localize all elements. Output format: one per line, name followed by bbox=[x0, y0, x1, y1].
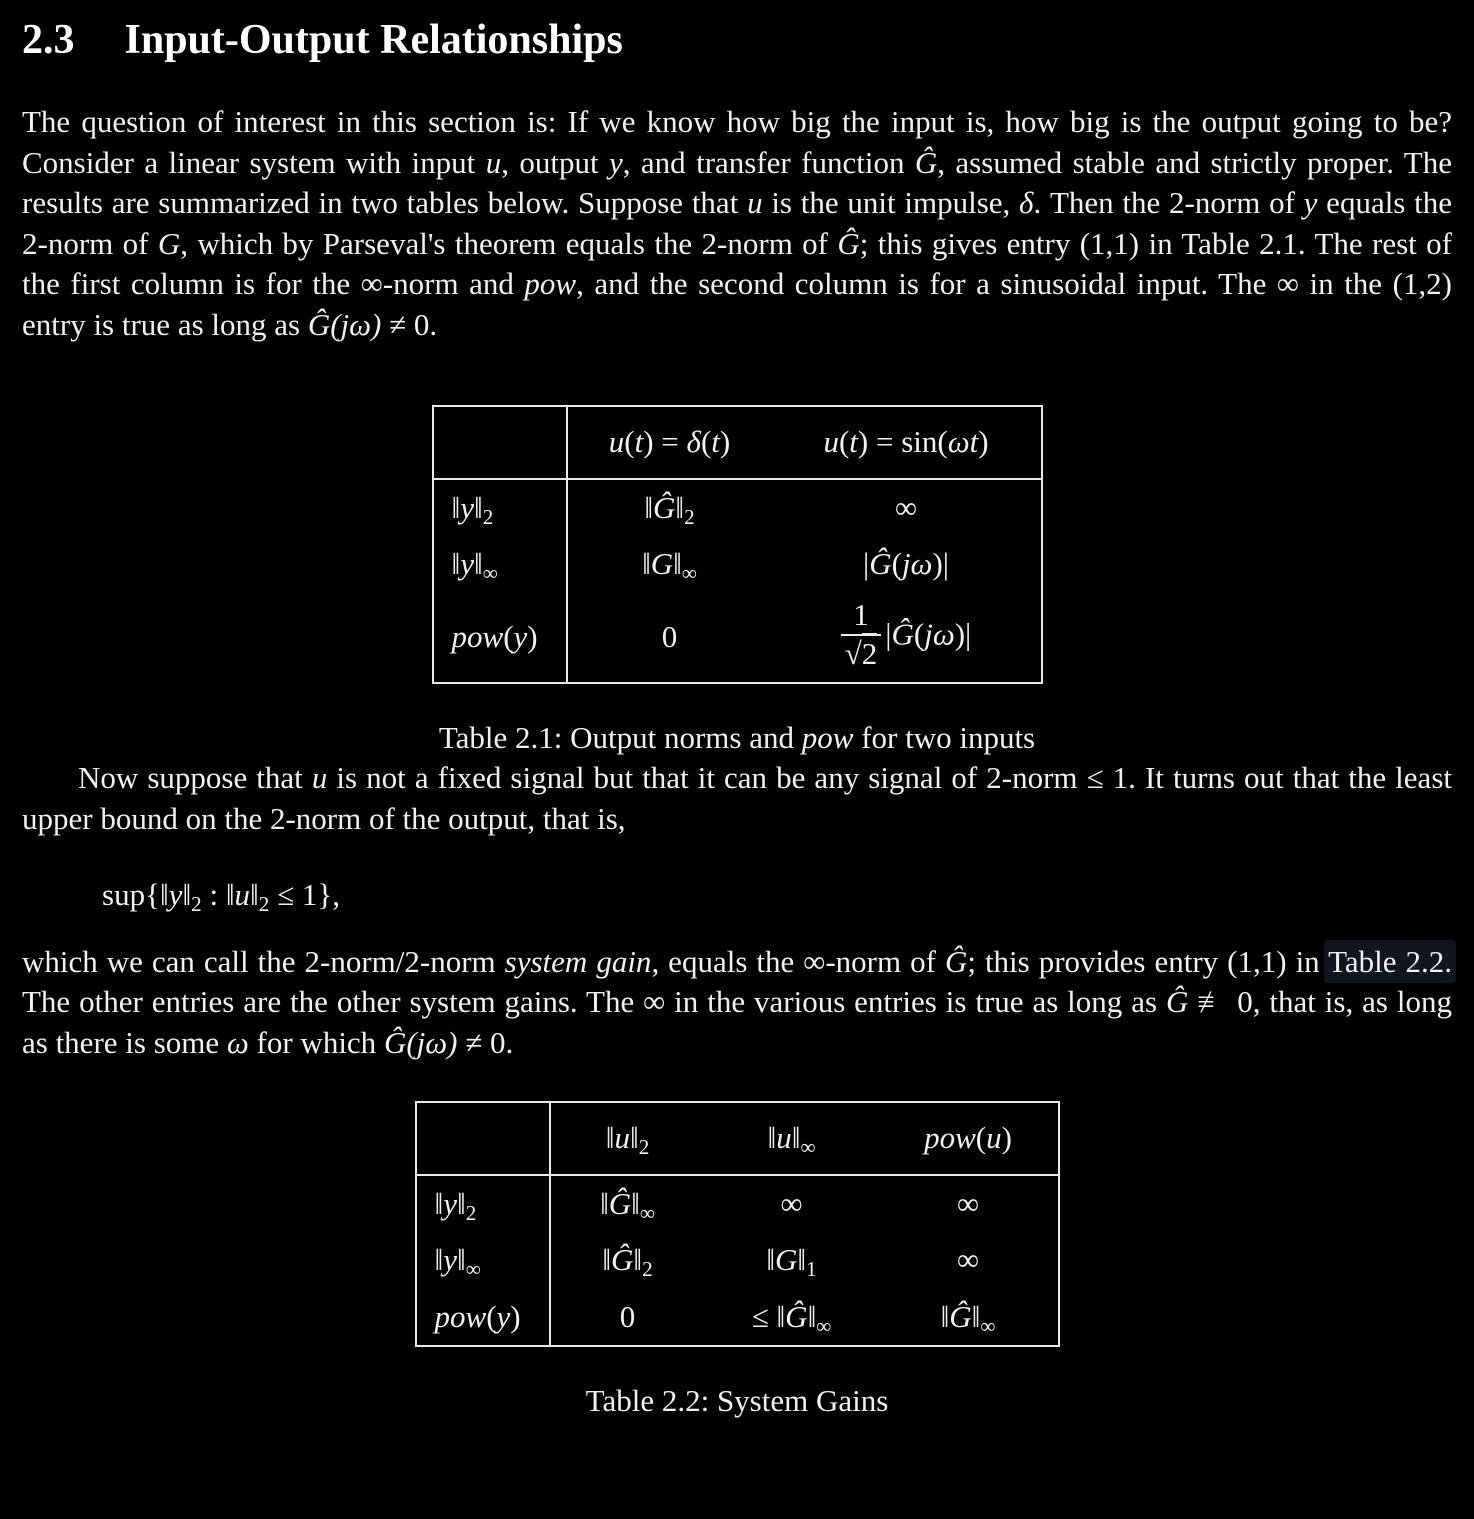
table-cell: ∞ bbox=[956, 1242, 980, 1278]
row-label-pow-y: pow(y) bbox=[416, 1289, 550, 1347]
table-row bbox=[416, 1175, 1059, 1233]
section-heading bbox=[22, 16, 1452, 64]
table-cell: ∞ bbox=[894, 489, 918, 525]
section-number: 2.3 bbox=[22, 17, 75, 63]
table-cell: |Ĝ(jω)| bbox=[863, 546, 949, 582]
table-2-2-link[interactable]: Table 2.2. bbox=[1328, 943, 1453, 979]
table-cell: $‖Ĝ‖_\infty$ bbox=[940, 1298, 996, 1338]
table-header-pow-u: pow(u) bbox=[879, 1102, 1059, 1175]
row-label-y-infnorm: $‖y‖_\infty$ bbox=[433, 536, 567, 593]
table-cell: $‖Ĝ‖_2$ bbox=[644, 489, 695, 529]
table-cell: $‖G‖_\infty$ bbox=[642, 546, 697, 586]
table-header-u-2norm: $‖u‖_2$ bbox=[550, 1102, 705, 1175]
table-cell: $\frac{1}{√2}$ |Ĝ(jω)| bbox=[772, 593, 1042, 683]
row-label-y-2norm: $‖y‖_2$ bbox=[433, 479, 567, 537]
table-2-2-caption: Table 2.2: System Gains bbox=[585, 1383, 889, 1419]
table-2-1-caption: Table 2.1: Output norms and pow for two inputs bbox=[438, 719, 1036, 755]
table-cell: $‖Ĝ‖_\infty$ bbox=[600, 1185, 655, 1225]
table-cell: $‖G‖_1$ bbox=[766, 1242, 817, 1282]
table-row bbox=[433, 593, 1042, 683]
table-cell: ≤ $‖Ĝ‖_\infty$ bbox=[751, 1298, 832, 1338]
paragraph-suppose: Now suppose that u is not a fixed signal but that it can be any signal of 2-norm ≤ 1. It turns out that the least upper bound on the 2-norm of the output, that is, bbox=[22, 760, 1452, 836]
table-corner-cell bbox=[416, 1102, 550, 1175]
row-label-y-2norm: $‖y‖_2$ bbox=[416, 1175, 550, 1233]
table-row bbox=[433, 536, 1042, 593]
table-header-u-infnorm: $‖u‖_\infty$ bbox=[705, 1102, 879, 1175]
table-cell: $‖Ĝ‖_2$ bbox=[602, 1242, 653, 1282]
section-title: Input-Output Relationships bbox=[124, 17, 623, 63]
table-2-1 bbox=[432, 405, 1043, 684]
table-row bbox=[433, 479, 1042, 537]
table-header-impulse-input: u(t) = δ(t) bbox=[567, 406, 772, 479]
table-cell: 0 bbox=[619, 1298, 636, 1334]
table-row bbox=[416, 1232, 1059, 1289]
display-formula-sup: $sup\{‖y‖_2$ : $‖u‖_2 \le 1$}, bbox=[102, 877, 340, 917]
table-row bbox=[416, 1289, 1059, 1347]
table-2-2 bbox=[415, 1101, 1060, 1347]
paragraph-system-gain: which we can call the 2-norm/2-norm system gain, equals the ∞-norm of Ĝ; this provides entry (1,1) in Table 2.2. The other entries are the other system gains. The ∞ in the various entries is true as long as Ĝ ≢ 0, that is, as long as there is some ω for which Ĝ(jω) ≠ 0. bbox=[22, 943, 1453, 1060]
table-cell: 0 bbox=[661, 619, 678, 655]
row-label-y-infnorm: $‖y‖_\infty$ bbox=[416, 1232, 550, 1289]
row-label-pow-y: pow(y) bbox=[433, 593, 567, 683]
paragraph-intro: The question of interest in this section is: If we know how big the input is, how big is the output going to be? Consider a linear system with input u, output y, and transfer function Ĝ, assumed stable and strictly proper. The results are summarized in two tables below. Suppose that u is the unit impulse, δ. Then the 2-norm of y equals the 2-norm of G, which by Parseval's theorem equals the 2-norm of Ĝ; this gives entry (1,1) in Table 2.1. The rest of the first column is for the ∞-norm and pow, and the second column is for a sinusoidal input. The ∞ in the (1,2) entry is true as long as Ĝ(jω) ≠ 0. bbox=[22, 104, 1453, 342]
table-cell: ∞ bbox=[780, 1185, 803, 1221]
fraction: $\frac{1}{√2}$ bbox=[841, 598, 882, 671]
table-header-row bbox=[416, 1102, 1059, 1175]
table-cell: ∞ bbox=[956, 1185, 980, 1221]
table-corner-cell bbox=[433, 406, 567, 479]
table-header-sinusoid-input: u(t) = sin(ωt) bbox=[772, 406, 1042, 479]
table-header-row bbox=[433, 406, 1042, 479]
